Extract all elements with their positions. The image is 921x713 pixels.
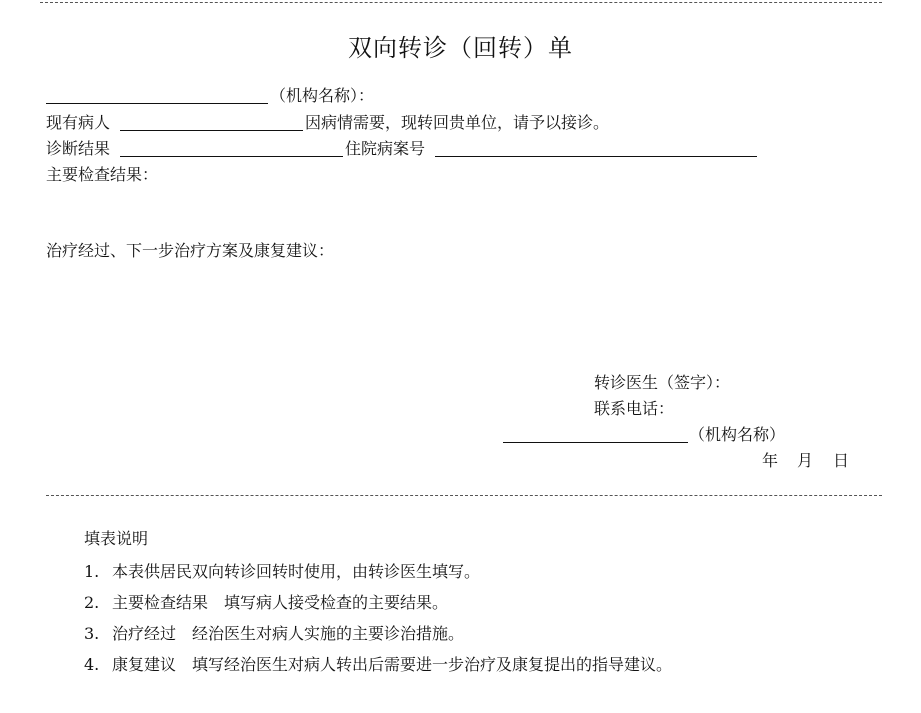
patient-name-field[interactable] [120, 130, 303, 131]
date-year-label: 年 [762, 451, 779, 470]
diagnosis-label: 诊断结果 [46, 139, 111, 158]
patient-prefix-label: 现有病人 [46, 113, 111, 132]
instruction-item-text: 治疗经过 经治医生对病人实施的主要诊治措施。 [112, 624, 465, 643]
middle-dashed-separator [46, 495, 882, 496]
date-day-label: 日 [833, 451, 850, 470]
form-title: 双向转诊（回转）单 [348, 34, 573, 62]
instruction-item-number: 1. [84, 562, 100, 581]
institution-name-label: （机构名称）： [270, 86, 375, 105]
instruction-item-number: 4. [84, 655, 100, 674]
instruction-item-text: 康复建议 填写经治医生对病人转出后需要进一步治疗及康复提出的指导建议。 [112, 655, 673, 674]
treatment-plan-label: 治疗经过、下一步治疗方案及康复建议： [46, 241, 335, 260]
patient-reason-text: 因病情需要，现转回贵单位，请予以接诊。 [305, 113, 610, 132]
instruction-item-text: 主要检查结果 填写病人接受检查的主要结果。 [112, 593, 449, 612]
instruction-item-number: 3. [84, 624, 100, 643]
top-dashed-separator [40, 2, 882, 3]
instruction-item-text: 本表供居民双向转诊回转时使用，由转诊医生填写。 [112, 562, 481, 581]
referring-institution-label: （机构名称） [689, 425, 786, 444]
contact-phone-label: 联系电话： [594, 399, 675, 418]
diagnosis-field[interactable] [120, 156, 343, 157]
date-month-label: 月 [797, 451, 814, 470]
institution-name-field[interactable] [46, 103, 268, 104]
inpatient-number-label: 住院病案号 [345, 139, 426, 158]
instruction-item-number: 2. [84, 593, 100, 612]
referring-institution-field[interactable] [503, 442, 688, 443]
inpatient-number-field[interactable] [435, 156, 757, 157]
main-exam-results-label: 主要检查结果： [46, 165, 159, 184]
referring-doctor-signature-label: 转诊医生（签字）： [594, 373, 731, 392]
instructions-heading: 填表说明 [84, 529, 149, 548]
